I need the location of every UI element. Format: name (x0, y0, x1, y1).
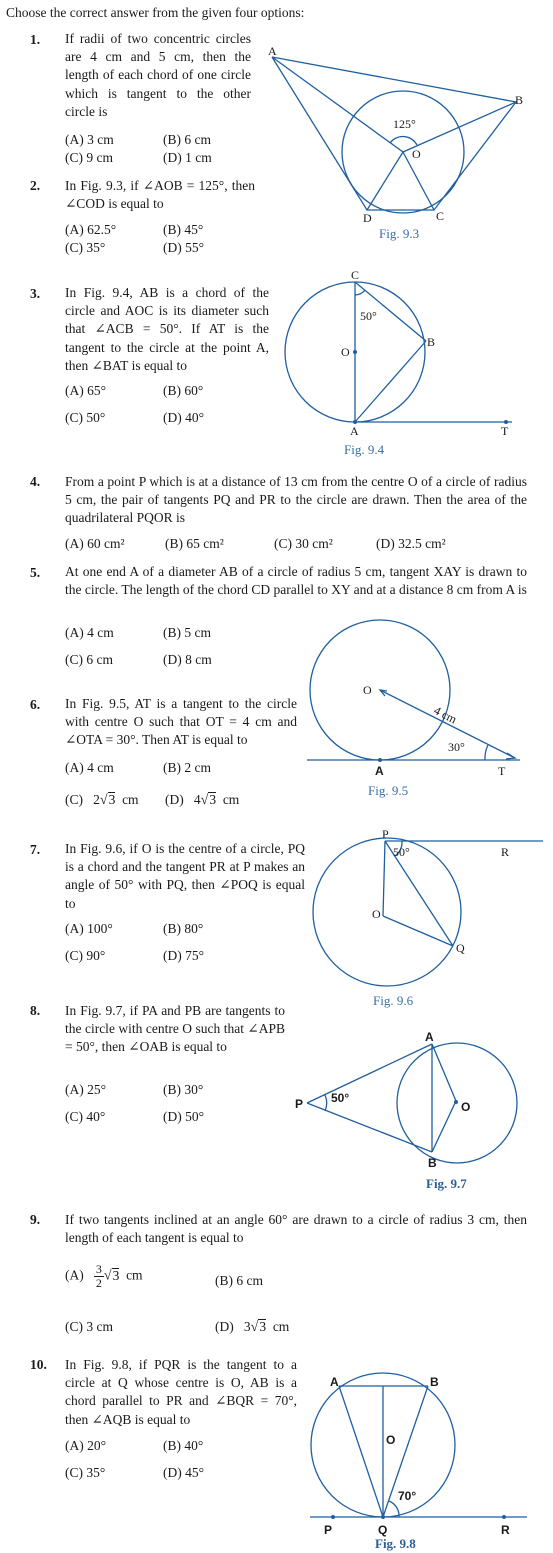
option: (D) 55° (163, 240, 205, 255)
option: (C) 30 cm² (274, 536, 333, 551)
option-d (165, 792, 239, 809)
question-text: In Fig. 9.7, if PA and PB are tangents to the circle with centre O such that ∠APB = 50°, then ∠OAB is equal to (65, 1003, 285, 1055)
point-label-o: O (412, 147, 421, 161)
option: (B) 65 cm² (165, 536, 224, 551)
option: (C) 35° (65, 1465, 106, 1480)
question-text: If two tangents inclined at an angle 60° are drawn to a circle of radius 3 cm, then length of each tangent is equal to (65, 1212, 527, 1246)
question-number: 1. (30, 32, 41, 47)
coefficient: 4 (193, 792, 201, 807)
option: (D) 32.5 cm² (376, 536, 446, 551)
option-label: (C) (65, 792, 83, 807)
option: (C) 9 cm (65, 150, 113, 165)
option: (B) 60° (163, 383, 204, 398)
point-label-a: A (268, 44, 277, 58)
option: (A) 20° (65, 1438, 107, 1453)
option: (B) 6 cm (163, 132, 211, 147)
radicand: 3 (259, 1319, 267, 1334)
coefficient: 3 (243, 1319, 251, 1334)
angle-label: 70° (398, 1489, 417, 1503)
unit: cm (122, 792, 139, 807)
option: (A) 62.5° (65, 222, 117, 237)
option: (A) 4 cm (65, 625, 114, 640)
point-label-b: B (428, 1156, 437, 1170)
radical-icon: √ (250, 1320, 259, 1335)
radicand: 3 (209, 792, 217, 807)
option: (B) 30° (163, 1082, 204, 1097)
option: (C) 50° (65, 410, 106, 425)
radical-icon: √ (99, 793, 108, 808)
option: (D) 50° (163, 1109, 205, 1124)
angle-label: 50° (393, 845, 410, 859)
option: (D) 40° (163, 410, 205, 425)
radicand: 3 (112, 1267, 120, 1283)
point-label-q: Q (378, 1523, 388, 1537)
point-label-p: P (382, 827, 389, 841)
option: (D) 8 cm (163, 652, 212, 667)
option: (B) 2 cm (163, 760, 211, 775)
option: (C) 40° (65, 1109, 106, 1124)
radicand: 3 (108, 792, 116, 807)
question-number: 3. (30, 286, 41, 301)
point-label-p: P (295, 1097, 304, 1111)
point-label-r: R (501, 1523, 510, 1537)
figure-caption: Fig. 9.5 (368, 783, 409, 798)
unit: cm (126, 1267, 143, 1283)
angle-label: 125° (393, 117, 416, 131)
length-label: 4 cm (431, 703, 460, 727)
figure-caption: Fig. 9.8 (375, 1536, 416, 1551)
option: (A) 65° (65, 383, 107, 398)
figure-9-5 (305, 605, 525, 805)
figure-9-4 (280, 265, 530, 460)
point-label-o: O (461, 1100, 471, 1114)
point-label-c: C (351, 268, 360, 282)
figure-caption: Fig. 9.3 (379, 226, 420, 241)
point-label-o: O (372, 907, 381, 921)
option: (B) 6 cm (215, 1273, 263, 1288)
option-a (65, 1263, 143, 1290)
angle-label: 50° (331, 1091, 350, 1105)
fraction (94, 1263, 104, 1290)
numerator: 3 (95, 1262, 102, 1276)
option: (C) 35° (65, 240, 106, 255)
option: (D) 75° (163, 948, 205, 963)
figure-caption: Fig. 9.4 (344, 442, 385, 457)
point-label-q: Q (456, 941, 465, 955)
question-text: At one end A of a diameter AB of a circle of radius 5 cm, tangent XAY is drawn to the circle. The length of the chord CD parallel to XY and at a distance 8 cm from A is (65, 564, 527, 598)
point-label-a: A (425, 1030, 434, 1044)
question-text: In Fig. 9.4, AB is a chord of the circle and AOC is its diameter such that ∠ACB = 50°. If AT is the tangent to the circle at the point A, then ∠BAT is equal to (65, 285, 269, 373)
figure-caption: Fig. 9.6 (373, 993, 414, 1008)
option: (A) 60 cm² (65, 536, 125, 551)
question-number: 8. (30, 1003, 41, 1018)
point-label-b: B (515, 93, 524, 107)
question-text: In Fig. 9.6, if O is the centre of a circle, PQ is a chord and the tangent PR at P makes an angle of 50° with PQ, then ∠POQ is equal to (65, 841, 305, 911)
figure-caption: Fig. 9.7 (426, 1176, 467, 1191)
option: (D) 45° (163, 1465, 205, 1480)
option: (B) 5 cm (163, 625, 211, 640)
figure-9-7 (290, 1025, 530, 1195)
point-label-a: A (375, 764, 384, 778)
question-text: In Fig. 9.3, if ∠AOB = 125°, then ∠COD is equal to (65, 178, 255, 212)
option: (A) 100° (65, 921, 113, 936)
option: (C) 3 cm (65, 1319, 113, 1334)
question-number: 5. (30, 565, 41, 580)
option: (D) 1 cm (163, 150, 212, 165)
question-number: 6. (30, 697, 41, 712)
option: (B) 45° (163, 222, 204, 237)
question-text: If radii of two concentric circles are 4 cm and 5 cm, then the length of each chord of one circle which is tangent to the other circle is (65, 31, 251, 119)
coefficient: 2 (93, 792, 100, 807)
point-label-b: B (430, 1375, 439, 1389)
option: (A) 25° (65, 1082, 107, 1097)
option: (A) 4 cm (65, 760, 114, 775)
page-header: Choose the correct answer from the given four options: (6, 5, 305, 20)
point-label-t: T (501, 424, 509, 438)
question-text: In Fig. 9.8, if PQR is the tangent to a circle at Q whose centre is O, AB is a chord parallel to PR and ∠BQR = 70°, then ∠AQB is equal to (65, 1357, 297, 1427)
option: (B) 40° (163, 1438, 204, 1453)
question-number: 4. (30, 474, 41, 489)
question-number: 2. (30, 178, 41, 193)
angle-label: 50° (360, 309, 377, 323)
question-text: In Fig. 9.5, AT is a tangent to the circle with centre O such that OT = 4 cm and ∠OTA = 30°. Then AT is equal to (65, 696, 297, 748)
question-number: 9. (30, 1212, 41, 1227)
option: (B) 80° (163, 921, 204, 936)
unit: cm (222, 792, 240, 807)
unit: cm (272, 1319, 290, 1334)
question-text: From a point P which is at a distance of 13 cm from the centre O of a circle of radius 5 cm, the pair of tangents PQ and PR to the circle are drawn. Then the area of the quadrilateral PQOR is (65, 474, 527, 526)
figure-9-8 (305, 1370, 530, 1552)
point-label-b: B (427, 335, 436, 349)
option-label: (A) (65, 1267, 84, 1283)
option: (A) 3 cm (65, 132, 114, 147)
point-label-t: T (498, 764, 506, 778)
radical-icon: √ (200, 793, 209, 808)
figure-9-6 (305, 823, 545, 1013)
option: (C) 90° (65, 948, 106, 963)
option-d (215, 1319, 289, 1336)
question-number: 7. (30, 842, 41, 857)
radical-icon: √ (103, 1268, 112, 1284)
point-label-o: O (386, 1433, 396, 1447)
question-number: 10. (30, 1357, 47, 1372)
point-label-o: O (363, 683, 372, 697)
option-c (65, 792, 139, 809)
angle-label: 30° (448, 740, 465, 754)
point-label-r: R (501, 845, 510, 859)
point-label-p: P (324, 1523, 333, 1537)
point-label-o: O (341, 345, 350, 359)
figure-9-3 (262, 42, 537, 247)
option: (C) 6 cm (65, 652, 113, 667)
point-label-d: D (363, 211, 372, 225)
point-label-c: C (436, 209, 445, 223)
option-label: (D) (215, 1319, 234, 1334)
point-label-a: A (350, 424, 359, 438)
denominator: 2 (95, 1276, 102, 1290)
point-label-a: A (330, 1375, 339, 1389)
option-label: (D) (165, 792, 184, 807)
